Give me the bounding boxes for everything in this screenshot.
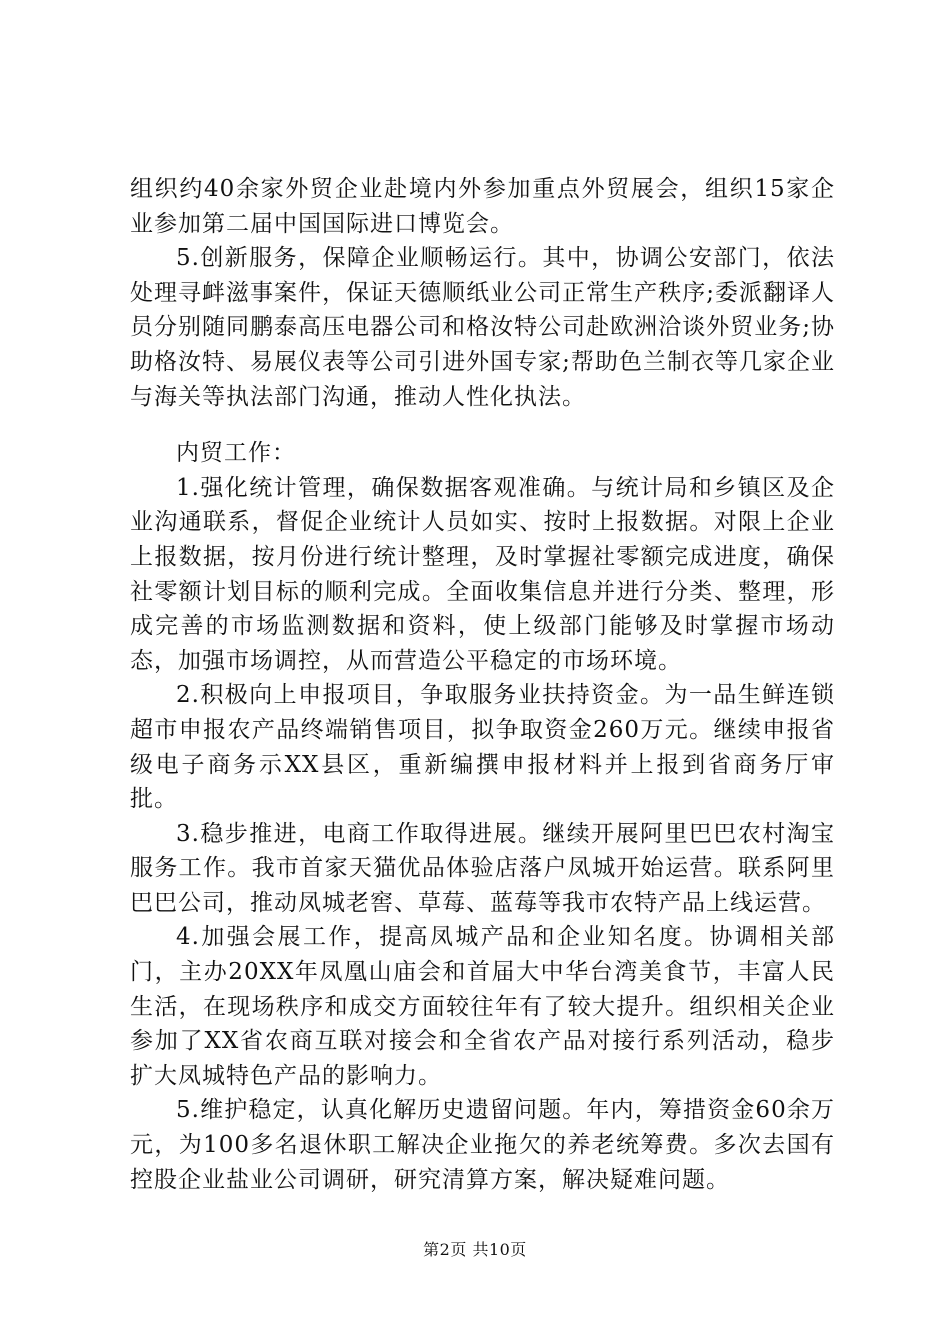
- paragraph-stability: 5.维护稳定，认真化解历史遗留问题。年内，筹措资金60余万元，为100多名退休职工解决企业拖欠的养老统筹费。多次去国有控股企业盐业公司调研，研究清算方案，解决疑难问题。: [130, 1097, 835, 1193]
- paragraph-foreign-trade-service: 5.创新服务，保障企业顺畅运行。其中，协调公安部门，依法处理寻衅滋事案件，保证天德顺纸业公司正常生产秩序;委派翻译人员分别随同鹏泰高压电器公司和格汝特公司赴欧洲洽谈外贸业务;协助格汝特、易展仪表等公司引进外国专家;帮助色兰制衣等几家企业与海关等执法部门沟通，推动人性化执法。: [130, 245, 835, 410]
- page-number-footer: 第2页 共10页: [423, 1240, 527, 1259]
- section-heading-domestic-trade: 内贸工作：: [176, 440, 296, 467]
- paragraph-exhibitions: 4.加强会展工作，提高凤城产品和企业知名度。协调相关部门，主办20XX年凤凰山庙会和首届大中华台湾美食节，丰富人民生活，在现场秩序和成交方面较往年有了较大提升。组织相关企业参加了XX省农商互联对接会和全省农产品对接行系列活动，稳步扩大凤城特色产品的影响力。: [130, 924, 835, 1089]
- document-body: [130, 172, 835, 1197]
- paragraph-statistics: 1.强化统计管理，确保数据客观准确。与统计局和乡镇区及企业沟通联系，督促企业统计人员如实、按时上报数据。对限上企业上报数据，按月份进行统计整理，及时掌握社零额完成进度，确保社零额计划目标的顺利完成。全面收集信息并进行分类、整理，形成完善的市场监测数据和资料，使上级部门能够及时掌握市场动态，加强市场调控，从而营造公平稳定的市场环境。: [130, 474, 835, 674]
- paragraph-project-application: 2.积极向上申报项目，争取服务业扶持资金。为一品生鲜连锁超市申报农产品终端销售项目，拟争取资金260万元。继续申报省级电子商务示XX县区，重新编撰申报材料并上报到省商务厅审批。: [130, 682, 835, 813]
- paragraph-e-commerce: 3.稳步推进，电商工作取得进展。继续开展阿里巴巴农村淘宝服务工作。我市首家天猫优品体验店落户凤城开始运营。联系阿里巴巴公司，推动凤城老窖、草莓、蓝莓等我市农特产品上线运营。: [130, 820, 835, 916]
- paragraph-continued: 组织约40余家外贸企业赴境内外参加重点外贸展会，组织15家企业参加第二届中国国际进口博览会。: [130, 176, 835, 237]
